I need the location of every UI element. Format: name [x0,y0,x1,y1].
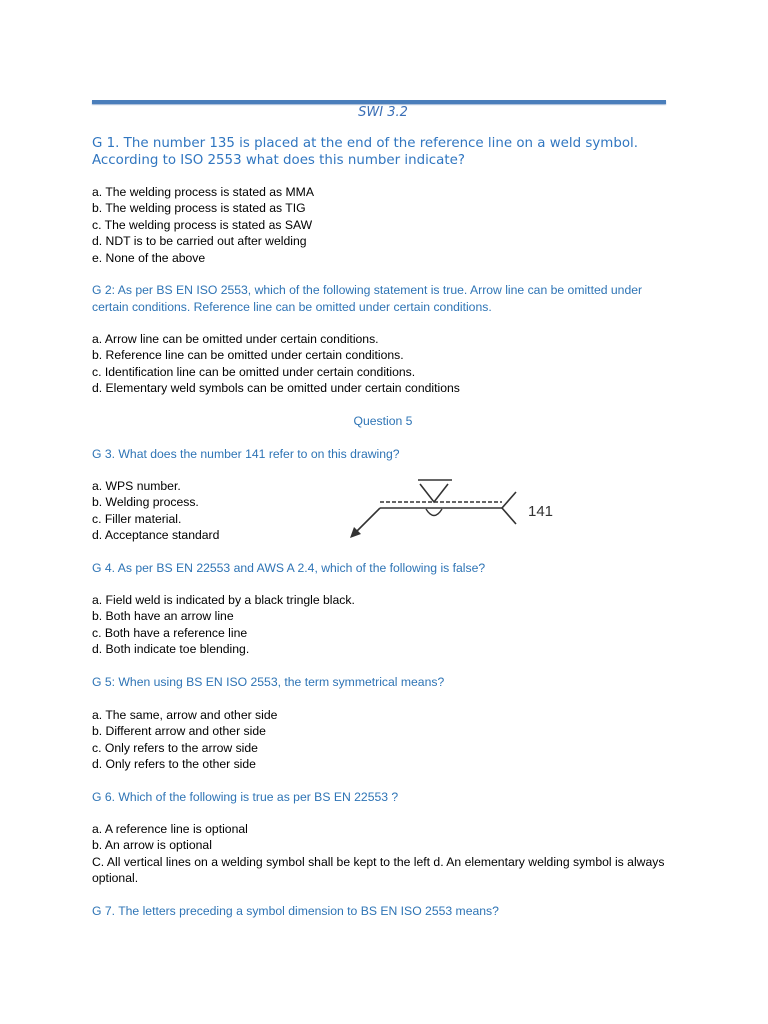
page-title: SWI 3.2 [358,105,408,120]
option-2c: c. Identification line can be omitted under certain conditions. [92,364,416,379]
option-3c: c. Filler material. [92,511,182,526]
question-2: G 2: As per BS EN ISO 2553, which of the following statement is true. Arrow line can be omitted under certain conditions. Reference line can be omitted under certain conditions. [92,283,643,314]
option-1a: a. The welding process is stated as MMA [92,185,314,199]
option-5b: b. Different arrow and other side [92,724,266,739]
process-number-label: 141 [528,503,554,520]
question-7: G 7. The letters preceding a symbol dimension to BS EN ISO 2553 means? [92,904,499,918]
question-4-options [92,592,674,658]
question-6: G 6. Which of the following is true as per BS EN 22553 ? [92,790,399,804]
option-6c: C. All vertical lines on a welding symbol shall be kept to the left d. An elementary welding symbol is always optional. [92,854,665,886]
backing-symbol [426,509,442,516]
question-2-options [92,331,674,397]
option-2a: a. Arrow line can be omitted under certain conditions. [92,332,379,346]
option-4a: a. Field weld is indicated by a black tringle black. [92,593,355,607]
question-5-options [92,707,674,773]
option-5d: d. Only refers to the other side [92,757,256,772]
question-1-options [92,184,674,266]
arrow-line [354,508,380,534]
option-6b: b. An arrow is optional [92,838,212,853]
option-3b: b. Welding process. [92,495,199,510]
option-1e: e. None of the above [92,250,206,265]
option-1b: b. The welding process is stated as TIG [92,201,306,216]
tail-lower [502,508,516,524]
option-4c: c. Both have a reference line [92,625,248,640]
option-6a: a. A reference line is optional [92,822,248,836]
option-1d: d. NDT is to be carried out after welding [92,234,307,249]
option-4b: b. Both have an arrow line [92,609,234,624]
question-4: G 4. As per BS EN 22553 and AWS A 2.4, which of the following is false? [92,561,486,575]
option-2b: b. Reference line can be omitted under certain conditions. [92,348,404,363]
option-1c: c. The welding process is stated as SAW [92,217,313,232]
option-5c: c. Only refers to the arrow side [92,740,258,755]
option-5a: a. The same, arrow and other side [92,708,278,722]
option-3a: a. WPS number. [92,479,181,493]
header-rule [92,100,666,104]
v-weld-symbol [420,484,448,502]
question-5: G 5: When using BS EN ISO 2553, the term symmetrical means? [92,675,445,689]
option-4d: d. Both indicate toe blending. [92,642,250,657]
weld-symbol-diagram [340,472,570,544]
option-2d: d. Elementary weld symbols can be omitted under certain conditions [92,381,460,396]
question-6-options [92,821,674,887]
option-3d: d. Acceptance standard [92,528,220,543]
question-3: G 3. What does the number 141 refer to on this drawing? [92,447,400,461]
section-label: Question 5 [353,414,413,428]
tail-upper [502,492,516,508]
question-1: G 1. The number 135 is placed at the end of the reference line on a weld symbol. According to ISO 2553 what does this number indicate? [92,136,639,168]
